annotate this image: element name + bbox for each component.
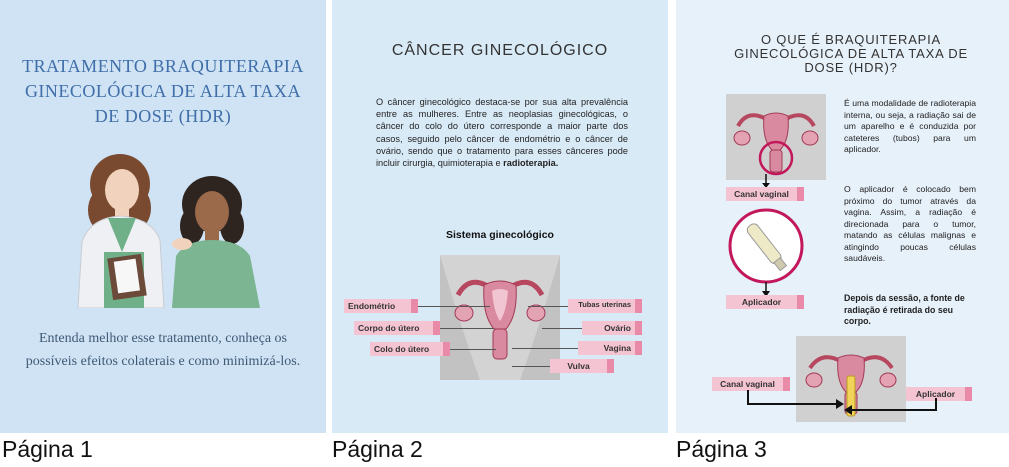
label-vagina: Vagina	[578, 341, 642, 355]
page-1-caption: Página 1	[2, 436, 93, 462]
label-tubas-uterinas: Tubas uterinas	[568, 299, 642, 313]
label-colo-utero: Colo do útero	[370, 342, 450, 356]
page-2-body	[376, 96, 628, 169]
label-endometrio: Endométrio	[344, 299, 418, 313]
page-3	[676, 0, 1009, 433]
page-2-body-bold: radioterapia.	[503, 158, 559, 169]
page-2	[332, 0, 668, 433]
leader-line	[440, 328, 494, 329]
page-1-title: TRATAMENTO BRAQUITERAPIA GINECOLÓGICA DE ALTA TAXA DE DOSE (HDR)	[22, 56, 304, 126]
arrow-right-icon	[744, 390, 844, 422]
leader-line	[512, 348, 578, 349]
diagram-title: Sistema ginecológico	[446, 229, 554, 241]
label-vulva: Vulva	[550, 359, 614, 373]
label-corpo-utero: Corpo do útero	[354, 321, 440, 335]
arrow-down-icon	[762, 174, 770, 188]
leader-line	[450, 349, 496, 350]
leader-line	[418, 306, 490, 307]
page-2-title: CÂNCER GINECOLÓGICO	[391, 42, 609, 59]
leader-line	[528, 306, 568, 307]
page-1	[0, 0, 326, 433]
label-aplicador-bottom: Aplicador	[906, 387, 972, 401]
label-aplicador: Aplicador	[726, 295, 804, 309]
applicator-illustration	[726, 206, 806, 298]
page-3-paragraph-1: É uma modalidade de radioterapia interna, ou seja, a radiação sai de um aparelho e é conduzida por cateteres (tubos) para um aplicador.	[844, 98, 976, 154]
leader-line	[512, 366, 550, 367]
leader-line	[542, 328, 582, 329]
label-canal-vaginal-bottom: Canal vaginal	[712, 377, 790, 391]
arrow-left-icon	[840, 398, 940, 418]
uterus-illustration-top	[726, 94, 826, 180]
uterus-illustration	[440, 255, 560, 380]
page-1-subtitle: Entenda melhor esse tratamento, conheça os possíveis efeitos colaterais e como minimizá-los.	[25, 331, 301, 369]
label-canal-vaginal: Canal vaginal	[726, 187, 804, 201]
page-2-caption: Página 2	[332, 436, 423, 462]
doctor-patient-illustration	[60, 152, 266, 308]
page-2-body-text: O câncer ginecológico destaca-se por sua alta prevalência entre as mulheres. Entre as neoplasias ginecológicas, o câncer do colo do útero corresponde a maior parte dos casos, seguido pelo câncer de endométrio e o câncer de ovário, sendo que o tratamento para esses cânceres pode incluir cirurgia, quimioterapia e	[376, 97, 628, 169]
page-3-paragraph-3: Depois da sessão, a fonte de radiação é retirada do seu corpo.	[844, 293, 965, 326]
page-3-caption: Página 3	[676, 436, 767, 462]
page-3-paragraph-2: O aplicador é colocado bem próximo do tumor através da vagina. Assim, a radiação é direcionada para o tumor, matando as células malignas e atingindo poucas células saudáveis.	[844, 184, 976, 263]
page-3-title: O QUE É BRAQUITERAPIA GINECOLÓGICA DE ALTA TAXA DE DOSE (HDR)?	[734, 32, 968, 75]
label-ovario: Ovário	[582, 321, 642, 335]
